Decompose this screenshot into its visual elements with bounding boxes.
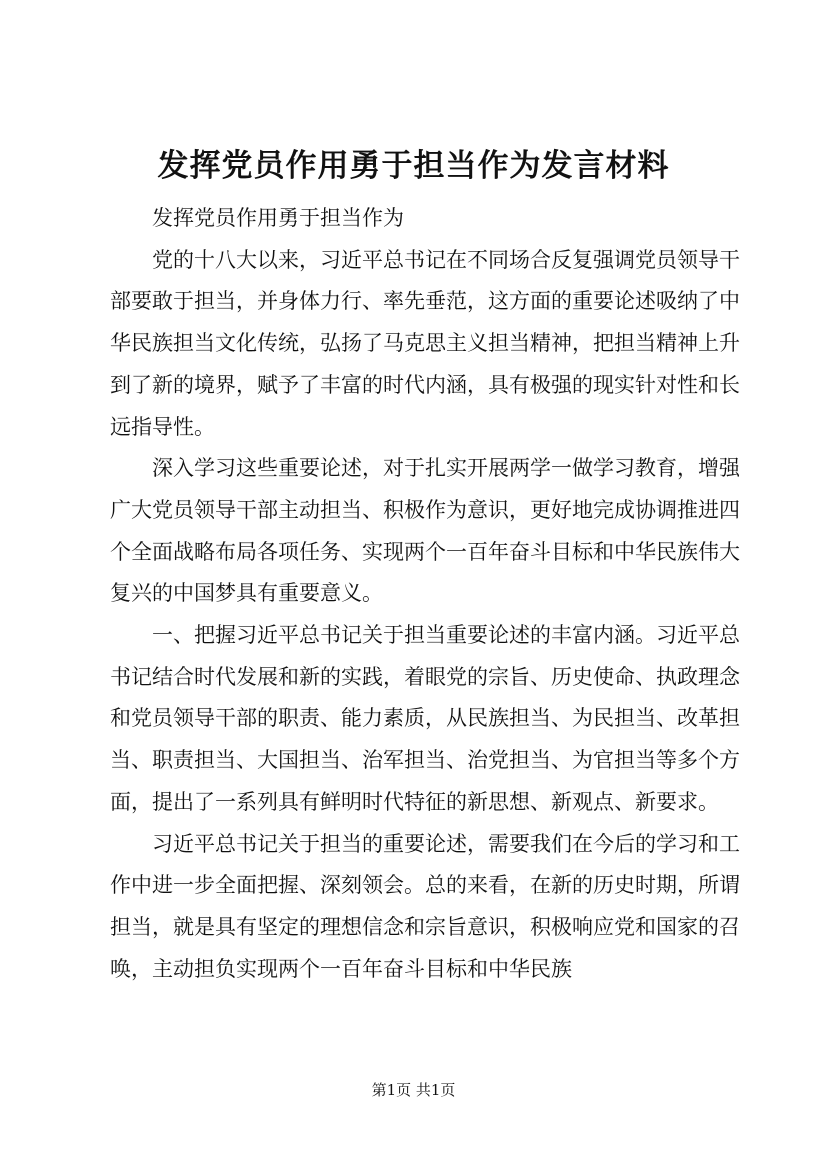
paragraph-4: 习近平总书记关于担当的重要论述，需要我们在今后的学习和工作中进一步全面把握、深刻领会。总的来看，在新的历史时期，所谓担当，就是具有坚定的理想信念和宗旨意识，积极响应党和国家的召唤，主动担负实现两个一百年奋斗目标和中华民族 <box>110 831 740 981</box>
page-number-footer: 第1页 共1页 <box>371 1081 456 1099</box>
document-subtitle: 发挥党员作用勇于担当作为 <box>152 206 404 230</box>
paragraph-1: 党的十八大以来，习近平总书记在不同场合反复强调党员领导干部要敢于担当，并身体力行、率先垂范，这方面的重要论述吸纳了中华民族担当文化传统，弘扬了马克思主义担当精神，把担当精神上升到了新的境界，赋予了丰富的时代内涵，具有极强的现实针对性和长远指导性。 <box>110 247 740 439</box>
document-body <box>110 198 740 990</box>
paragraph-3: 一、把握习近平总书记关于担当重要论述的丰富内涵。习近平总书记结合时代发展和新的实践，着眼党的宗旨、历史使命、执政理念和党员领导干部的职责、能力素质，从民族担当、为民担当、改革担当、职责担当、大国担当、治军担当、治党担当、为官担当等多个方面，提出了一系列具有鲜明时代特征的新思想、新观点、新要求。 <box>110 623 740 814</box>
document-title: 发挥党员作用勇于担当作为发言材料 <box>157 148 670 184</box>
paragraph-2: 深入学习这些重要论述，对于扎实开展两学一做学习教育，增强广大党员领导干部主动担当、积极作为意识，更好地完成协调推进四个全面战略布局各项任务、实现两个一百年奋斗目标和中华民族伟大复兴的中国梦具有重要意义。 <box>110 456 740 606</box>
